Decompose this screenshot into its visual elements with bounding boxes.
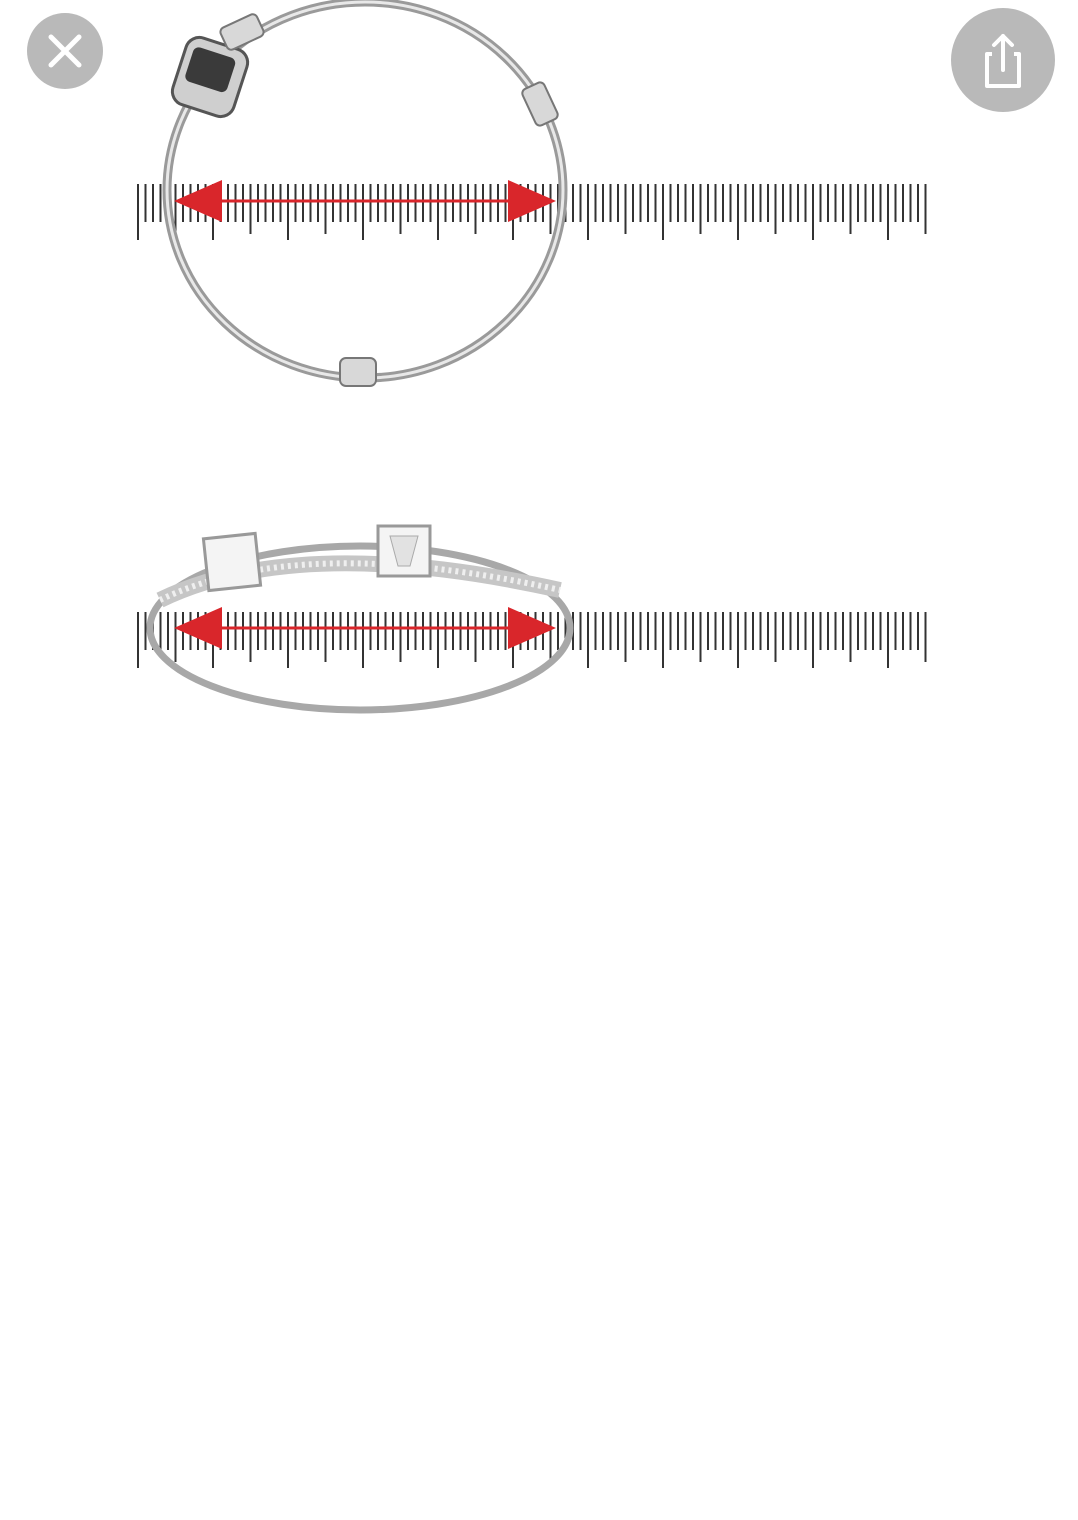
ruler-ticks-2 xyxy=(138,612,926,668)
ruler-ticks-1 xyxy=(138,184,926,240)
bracelet-round-image xyxy=(167,2,563,386)
